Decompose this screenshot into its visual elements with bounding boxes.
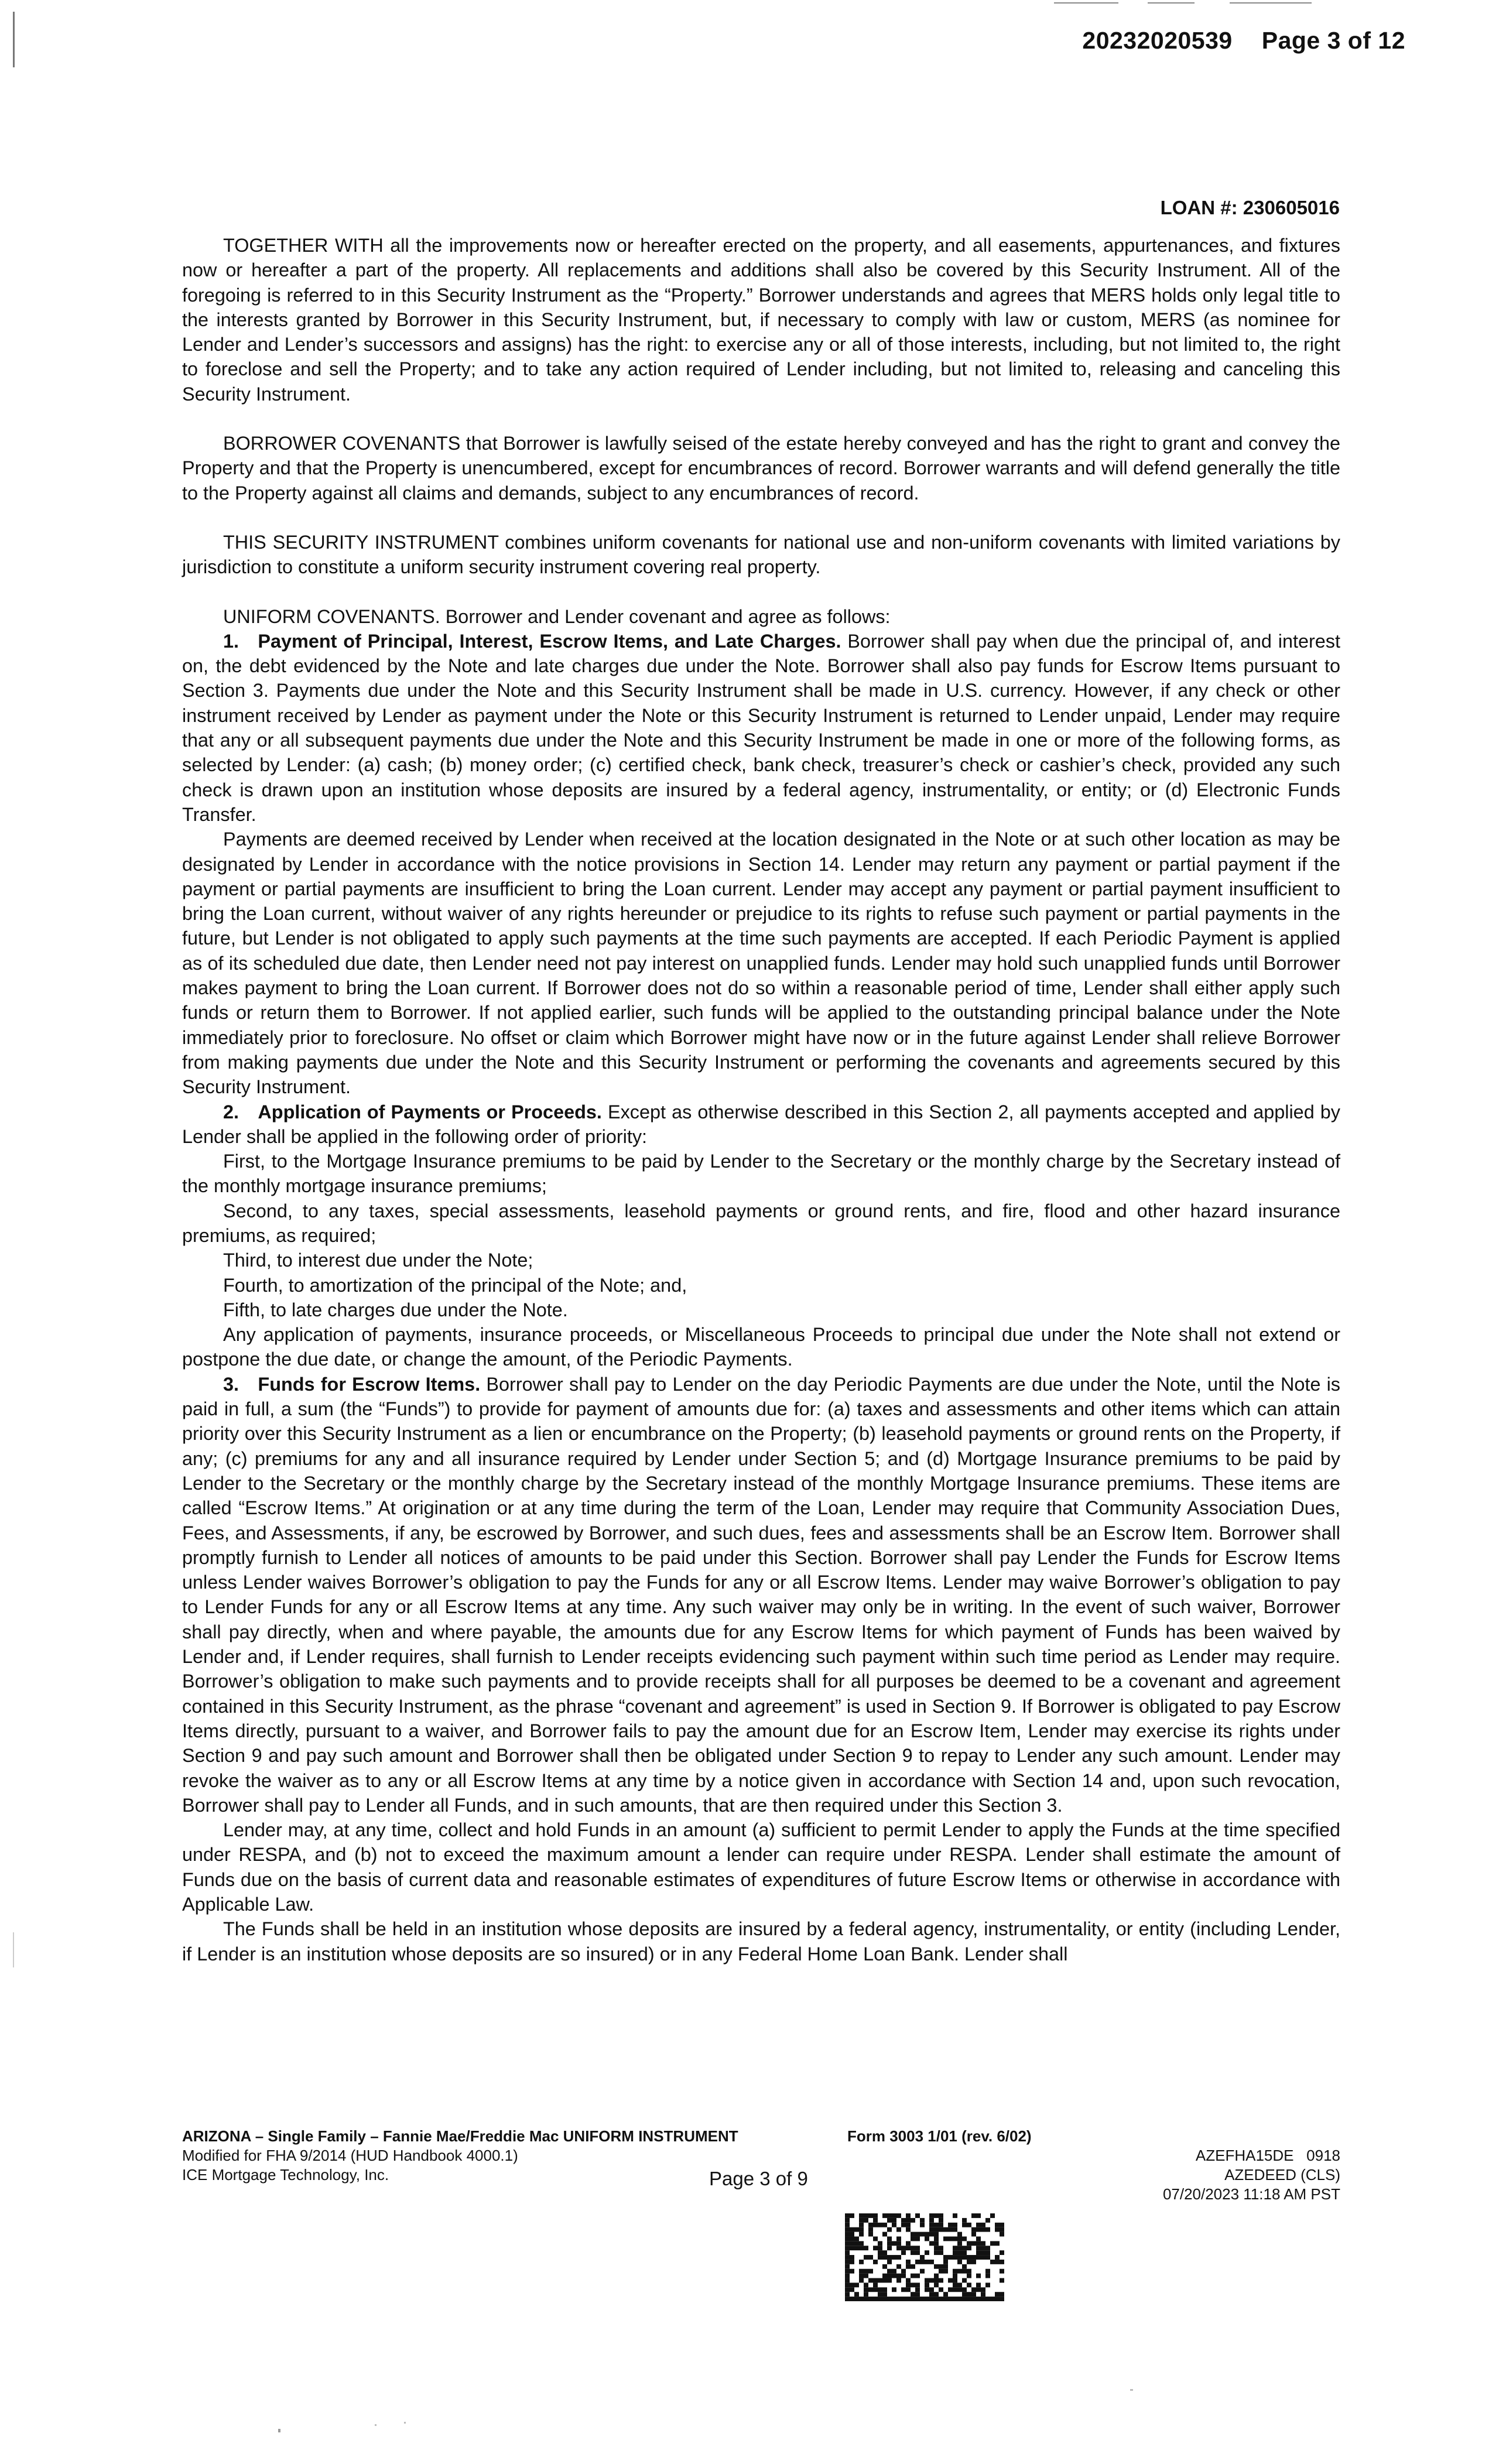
form-number: Form 3003 1/01 (rev. 6/02) — [847, 2127, 1032, 2145]
section-3-heading: 3. Funds for Escrow Items. — [223, 1373, 481, 1395]
section-3-paragraph-2: Lender may, at any time, collect and hold Funds in an amount (a) sufficient to permit Lender to apply the Funds at the time specified under RESPA, and (b) not to exceed the maximum amount a lender can require under RESPA. Lender shall estimate the amount of Funds due on the basis of current data and reasonable estimates of expenditures of future Escrow Items or otherwise in accordance with Applicable Law. — [182, 1819, 1340, 1915]
recording-number: 20232020539 — [1082, 27, 1233, 54]
priority-first: First, to the Mortgage Insurance premiums to be paid by Lender to the Secretary or the monthly charge by the Secretary instead of the monthly mortgage insurance premiums; — [182, 1151, 1340, 1197]
section-1-text: Borrower shall pay when due the principal of, and interest on, the debt evidenced by the Note and late charges due under the Note. Borrower shall also pay funds for Escrow Items pursuant to Section 3. Payments due under the Note and this Security Instrument shall be made in U.S. currency. However, if any check or other instrument received by Lender as payment under the Note or this Security Instrument is returned to Lender unpaid, Lender may require that any or all subsequent payments due under the Note and this Security Instrument be made in one or more of the following forms, as selected by Lender: (a) cash; (b) money order; (c) certified check, bank check, treasurer’s check or cashier’s check, provided any such check is drawn upon an institution whose deposits are insured by a federal agency, instrumentality, or entity; or (d) Electronic Funds Transfer. — [182, 630, 1340, 825]
section-2-application-paragraph: Any application of payments, insurance proceeds, or Miscellaneous Proceeds to principal due under the Note shall not extend or postpone the due date, or change the amount, of the Periodic Payments. — [182, 1324, 1340, 1370]
priority-second: Second, to any taxes, special assessments, leasehold payments or ground rents, and fire, flood and other hazard insurance premiums, as required; — [182, 1200, 1340, 1246]
form-code-1: AZEFHA15DE 0918 — [1195, 2147, 1340, 2164]
form-page-number: Page 3 of 9 — [709, 2168, 808, 2189]
form-state: ARIZONA — [182, 2127, 251, 2145]
uniform-covenants-paragraph: UNIFORM COVENANTS. Borrower and Lender covenant and agree as follows: — [223, 605, 891, 627]
section-3-paragraph-3: The Funds shall be held in an institution whose deposits are insured by a federal agency, instrumentality, or entity (including Lender, if Lender is an institution whose deposits are so insured) or in any Federal Home Loan Bank. Lender shall — [182, 1918, 1340, 1965]
section-1-paragraph-2: Payments are deemed received by Lender when received at the location designated in the Note or at such other location as may be designated by Lender in accordance with the notice provisions in Section 14. Lender may return any payment or partial payment if the payment or partial payments are insufficient to bring the Loan current. Lender may accept any payment or partial payment insufficient to bring the Loan current, without waiver of any rights hereunder or prejudice to its rights to refuse such payment or partial payments in the future, but Lender is not obligated to apply such payments at the time such payments are accepted. If each Periodic Payment is applied as of its scheduled due date, then Lender need not pay interest on unapplied funds. Lender may hold such unapplied funds until Borrower makes payment to bring the Loan current. If Borrower does not do so within a reasonable period of time, Lender shall either apply such funds or return them to Borrower. If not applied earlier, such funds will be applied to the outstanding principal balance under the Note immediately prior to foreclosure. No offset or claim which Borrower might have now or in the future against Lender shall relieve Borrower from making payments due under the Note and this Security Instrument or performing the covenants and agreements secured by this Security Instrument. — [182, 829, 1340, 1098]
together-with-paragraph: TOGETHER WITH all the improvements now or hereafter erected on the property, and all easements, appurtenances, and fixtures now or hereafter a part of the property. All replacements and additions shall also be covered by this Security Instrument. All of the foregoing is referred to in this Security Instrument as the “Property.” Borrower understands and agrees that MERS holds only legal title to the interests granted by Borrower in this Security Instrument, but, if necessary to comply with law or custom, MERS (as nominee for Lender and Lender’s successors and assigns) has the right: to exercise any or all of those interests, including, but not limited to, the right to foreclose and sell the Property; and to take any action required of Lender including, but not limited to, releasing and canceling this Security Instrument. — [182, 235, 1340, 405]
section-1-heading: 1. Payment of Principal, Interest, Escrow Items, and Late Charges. — [223, 630, 841, 652]
section-2-text: Except as otherwise described in this Section 2, all payments accepted and applied by Lender shall be applied in the following order of priority: — [182, 1101, 1341, 1147]
section-2-heading: 2. Application of Payments or Proceeds. — [223, 1101, 602, 1123]
borrower-covenants-paragraph: BORROWER COVENANTS that Borrower is lawfully seised of the estate hereby conveyed and has the right to grant and convey the Property and that the Property is unencumbered, except for encumbrances of record. Borrower warrants and will defend generally the title to the Property against all claims and demands, subject to any encumbrances of record. — [182, 433, 1340, 504]
priority-third: Third, to interest due under the Note; — [223, 1250, 533, 1271]
form-modified-line: Modified for FHA 9/2014 (HUD Handbook 4000.1) — [182, 2147, 518, 2164]
form-timestamp: 07/20/2023 11:18 AM PST — [1162, 2185, 1340, 2203]
priority-fourth: Fourth, to amortization of the principal of the Note; and, — [223, 1274, 687, 1296]
form-vendor: ICE Mortgage Technology, Inc. — [182, 2166, 389, 2184]
this-security-instrument-paragraph: THIS SECURITY INSTRUMENT combines uniform covenants for national use and non-uniform covenants with limited variations by jurisdiction to constitute a uniform security instrument covering real property. — [182, 531, 1340, 578]
recording-page: Page 3 of 12 — [1261, 27, 1405, 54]
section-3-text: Borrower shall pay to Lender on the day Periodic Payments are due under the Note, until the Note is paid in full, a sum (the “Funds”) to provide for payment of amounts due for: (a) taxes and assessments and other items which can attain priority over this Security Instrument as a lien or encumbrance on the Property; (b) leasehold payments or ground rents on the Property, if any; (c) premiums for any and all insurance required by Lender under Section 5; and (d) Mortgage Insurance premiums to be paid by Lender to the Secretary or the monthly charge by the Secretary instead of the monthly Mortgage Insurance premiums. These items are called “Escrow Items.” At origination or at any time during the term of the Loan, Lender may require that Community Association Dues, Fees, and Assessments, if any, be escrowed by Borrower, and such dues, fees and assessments shall be an Escrow Item. Borrower shall promptly furnish to Lender all notices of amounts to be paid under this Section. Borrower shall pay Lender the Funds for Escrow Items unless Lender waives Borrower’s obligation to pay the Funds for any or all Escrow Items. Lender may waive Borrower’s obligation to pay to Lender Funds for any or all Escrow Items at any time. Any such waiver may only be in writing. In the event of such waiver, Borrower shall pay directly, when and where payable, the amounts due for any Escrow Items for which payment of Funds has been waived by Lender and, if Lender requires, shall furnish to Lender receipts evidencing such payment within such time period as Lender may require. Borrower’s obligation to make such payments and to provide receipts shall for all purposes be deemed to be a covenant and agreement contained in this Security Instrument, as the phrase “covenant and agreement” is used in Section 9. If Borrower is obligated to pay Escrow Items directly, pursuant to a waiver, and Borrower fails to pay the amount due for an Escrow Item, Lender may exercise its rights under Section 9 and pay such amount and Borrower shall then be obligated under Section 9 to repay to Lender any such amount. Lender may revoke the waiver as to any or all Escrow Items at any time by a notice given in accordance with Section 14 and, upon such revocation, Borrower shall pay to Lender all Funds, and in such amounts, that are then required under this Section 3. — [182, 1373, 1340, 1816]
loan-number: LOAN #: 230605016 — [1160, 197, 1340, 218]
priority-fifth: Fifth, to late charges due under the Note. — [223, 1299, 568, 1320]
form-code-2: AZEDEED (CLS) — [1224, 2166, 1340, 2184]
form-title: – Single Family – Fannie Mae/Freddie Mac UNIFORM INSTRUMENT — [251, 2127, 738, 2145]
